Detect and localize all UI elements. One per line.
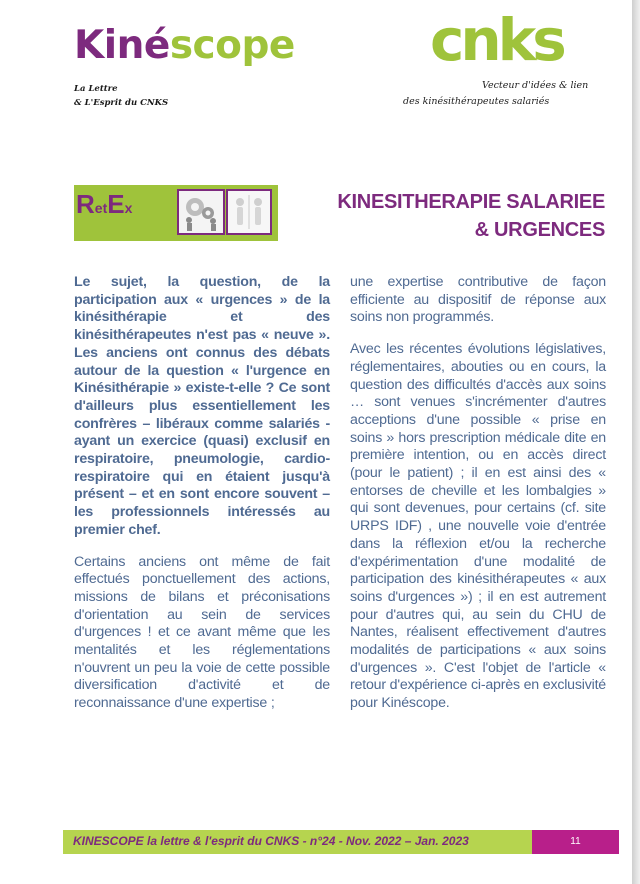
article-column-left	[74, 274, 330, 727]
article-title	[337, 188, 605, 244]
paragraph-3: une expertise contributive de façon efficiente au dispositif de réponse aux soins non programmés.	[350, 274, 606, 326]
brand-part-kine: Kiné	[74, 23, 170, 68]
cnks-logo-text: cnks	[430, 10, 563, 70]
article-title-line2: & URGENCES	[474, 219, 605, 241]
retex-badge	[74, 185, 278, 241]
article-column-right	[350, 274, 606, 727]
footer-bar	[63, 830, 532, 854]
paragraph-2: Certains anciens ont même de fait effectués ponctuellement des actions, missions de bilans et préconisations d'orientation au sein de services d'urgences ! et ce avant même que les mentalités et les réglementations n'ouvrent un peu la voie de cette possible diversification d'activité et de reconnaissance d'une expertise ;	[74, 553, 330, 712]
tagline-line2: des kinésithérapeutes salariés	[403, 96, 550, 107]
retex-illustration-people	[226, 189, 272, 235]
lead-paragraph: Le sujet, la question, de la participation aux « urgences » de la kinésithérapie et des kinésithérapeutes n'est pas « neuve ». Les anciens ont connus des débats autour de la question « l'urgence en Kinésithérapie » existe-t-elle ? Ce sont d'ailleurs plus essentiellement les confrères – libéraux comme salariés - ayant un exercice (quasi) exclusif en respiratoire, pneumologie, cardio-respiratoire qui en étaient jusqu'à présent – et en sont encore souvent – les professionnels intéressés au premier chef.	[74, 274, 330, 538]
tagline-line1: Vecteur d'idées & lien	[482, 80, 589, 91]
retex-illustration-figures	[177, 189, 225, 235]
brand-subtitle-line1: La Lettre	[74, 84, 118, 94]
brand-title	[74, 23, 295, 68]
article-title-line1: KINESITHERAPIE SALARIEE	[337, 191, 605, 213]
people-icon	[228, 191, 270, 233]
page-edge-shadow	[632, 0, 640, 884]
retex-label: RetEx	[76, 189, 133, 219]
paragraph-4: Avec les récentes évolutions législatives, réglementaires, abouties ou en cours, la question des difficultés d'accès aux soins … sont venues s'incrémenter d'autres acceptions d'une possible « prise en soins » hors prescription médicale dite en première intention, ou en accès direct (pour le patient) ; il en est ainsi des « entorses de cheville et les lombalgies » qui sont devenues, pour certains (cf. site URPS IDF) , une nouvelle voie d'entrée dans la réflexion et/ou la recherche d'expérimentation d'une modalité de participation des kinésithérapeutes « aux soins d'urgences ») ; il en est autrement pour d'autres qui, au sein du CHU de Nantes, réalisent effectivement d'autres modalités de participations « aux soins d'urgences ». C'est l'objet de l'article « retour d'expérience ci-après en exclusivité pour Kinéscope.	[350, 341, 606, 712]
page-number-box	[532, 830, 619, 854]
brand-subtitle-line2: & L'Esprit du CNKS	[74, 98, 169, 108]
footer-text: KINESCOPE la lettre & l'esprit du CNKS - n°24 - Nov. 2022 – Jan. 2023	[73, 834, 469, 848]
cnks-logo	[428, 10, 588, 70]
page-number: 11	[570, 836, 581, 847]
gears-people-icon	[179, 191, 223, 233]
brand-part-scope: scope	[169, 23, 295, 68]
